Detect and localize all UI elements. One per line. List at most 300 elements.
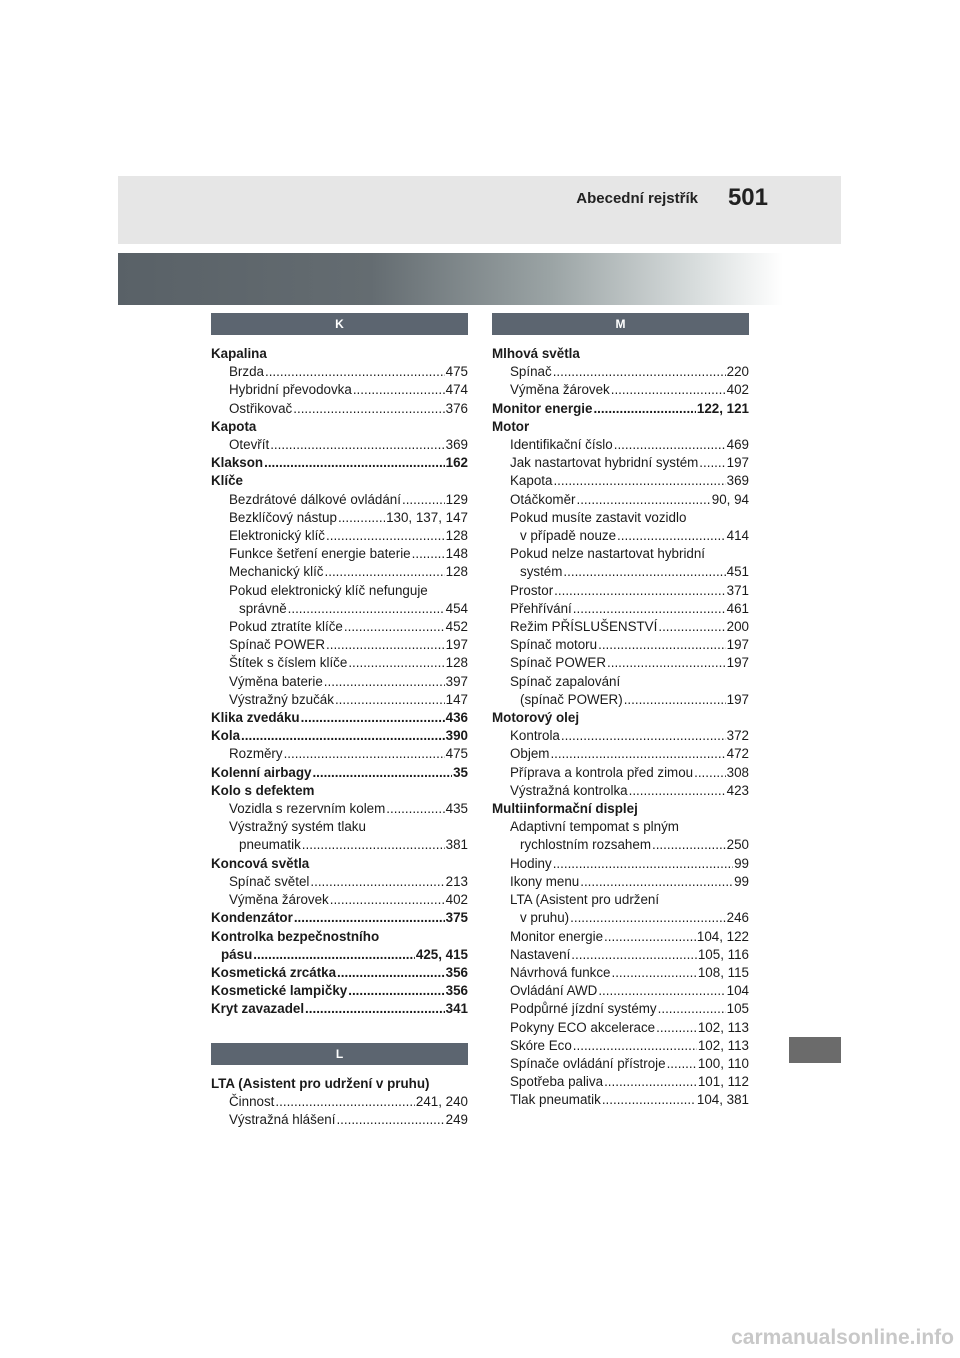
dot-leader <box>265 363 445 381</box>
index-subentry <box>211 400 468 418</box>
index-subentry <box>492 909 749 927</box>
page-reference: 369 <box>445 437 468 453</box>
entry-text: Kontrola <box>510 728 560 744</box>
entry-text: Kontrolka bezpečnostního <box>211 928 380 944</box>
index-subentry <box>211 673 468 691</box>
page-reference: 246 <box>726 910 749 926</box>
index-subentry <box>492 745 749 763</box>
index-subentry <box>492 1091 749 1109</box>
index-subentry <box>211 563 468 581</box>
index-entry <box>211 928 468 946</box>
index-entry <box>211 454 468 472</box>
page-reference: 469 <box>726 437 749 453</box>
index-subentry <box>211 509 468 527</box>
page-reference: 197 <box>726 455 749 471</box>
dot-leader <box>275 1093 414 1111</box>
dot-leader <box>571 946 697 964</box>
entry-text: Spínač POWER <box>510 655 606 671</box>
entry-text: Kosmetické lampičky <box>211 983 348 999</box>
entry-text: LTA (Asistent pro udržení v pruhu) <box>211 1075 430 1091</box>
entry-text: Identifikační číslo <box>510 437 613 453</box>
entry-text: Přehřívání <box>510 600 572 616</box>
dot-leader <box>301 709 445 727</box>
chapter-side-tab <box>789 1037 841 1063</box>
section-spacer <box>211 1019 468 1043</box>
page-reference: 241, 240 <box>415 1093 468 1109</box>
index-subentry <box>492 582 749 600</box>
entry-text: Kapota <box>211 418 257 434</box>
page-reference: 250 <box>726 837 749 853</box>
index-subentry <box>211 381 468 399</box>
dot-leader <box>553 472 725 490</box>
entry-text: Rozměry <box>229 746 283 762</box>
page-reference: 472 <box>726 746 749 762</box>
entry-text: v případě nouze <box>520 528 617 544</box>
index-subentry <box>211 891 468 909</box>
index-entry <box>211 1000 468 1018</box>
page-reference: 249 <box>445 1111 468 1127</box>
entry-text: Kosmetická zrcátka <box>211 964 337 980</box>
dot-leader <box>284 745 445 763</box>
dot-leader <box>598 982 725 1000</box>
dot-leader <box>312 764 452 782</box>
entry-text: Spotřeba paliva <box>510 1074 604 1090</box>
page-reference: 402 <box>726 382 749 398</box>
dot-leader <box>561 727 726 745</box>
index-subentry <box>492 982 749 1000</box>
entry-text: Spínač zapalování <box>510 673 621 689</box>
index-entry <box>492 709 749 727</box>
page-reference: 129 <box>445 491 468 507</box>
entry-text: Klika zvedáku <box>211 710 300 726</box>
index-column-left <box>211 313 468 1129</box>
index-entry <box>211 964 468 982</box>
dot-leader <box>611 381 726 399</box>
watermark: carmanualsonline.info <box>731 1326 954 1349</box>
page-reference: 375 <box>445 910 468 926</box>
index-subentry <box>492 836 749 854</box>
index-entry <box>211 764 468 782</box>
index-subentry <box>492 818 749 836</box>
page-reference: 128 <box>445 564 468 580</box>
page-number: 501 <box>727 184 768 211</box>
entry-text: pneumatik <box>239 837 301 853</box>
page-reference: 341 <box>445 1001 468 1017</box>
entry-text: Výměna baterie <box>229 673 323 689</box>
page-reference: 197 <box>445 637 468 653</box>
index-subentry <box>492 436 749 454</box>
page-reference: 197 <box>726 691 749 707</box>
entry-text: Bezklíčový nástup <box>229 509 337 525</box>
entry-text: Tlak pneumatik <box>510 1092 601 1108</box>
entry-text: Spínač POWER <box>229 637 325 653</box>
page-reference: 213 <box>445 873 468 889</box>
dot-leader <box>325 563 445 581</box>
dot-leader <box>554 582 725 600</box>
index-entry <box>211 418 468 436</box>
dot-leader <box>293 400 444 418</box>
index-entry <box>211 982 468 1000</box>
entry-text: (spínač POWER) <box>520 691 623 707</box>
index-subentry <box>211 800 468 818</box>
page-reference: 371 <box>726 582 749 598</box>
index-entry <box>492 400 749 418</box>
index-subentry <box>211 527 468 545</box>
page-reference: 435 <box>445 801 468 817</box>
index-subentry <box>211 691 468 709</box>
page-reference: 356 <box>445 964 468 980</box>
dot-leader <box>294 909 445 927</box>
page-reference: 220 <box>726 364 749 380</box>
dot-leader <box>553 855 733 873</box>
index-subentry <box>492 654 749 672</box>
dot-leader <box>348 654 444 672</box>
entry-text: Vozidla s rezervním kolem <box>229 801 386 817</box>
page-reference: 414 <box>726 528 749 544</box>
index-subentry <box>211 436 468 454</box>
index-column-right <box>492 313 749 1110</box>
entry-text: Pokud ztratíte klíče <box>229 619 343 635</box>
decorative-gradient-band <box>118 253 841 305</box>
dot-leader <box>573 1037 697 1055</box>
index-subentry <box>492 691 749 709</box>
index-subentry <box>492 600 749 618</box>
page-reference: 148 <box>445 546 468 562</box>
entry-text: Otáčkoměr <box>510 491 576 507</box>
index-subentry <box>492 454 749 472</box>
dot-leader <box>330 891 445 909</box>
dot-leader <box>604 928 696 946</box>
index-entry <box>211 709 468 727</box>
entry-text: Hodiny <box>510 855 552 871</box>
index-subentry <box>211 545 468 563</box>
index-subentry <box>492 928 749 946</box>
page-reference: 425, 415 <box>415 946 468 962</box>
dot-leader <box>348 982 444 1000</box>
entry-text: Výstražný bzučák <box>229 691 334 707</box>
page-reference: 35 <box>453 764 468 780</box>
entry-text: správně <box>239 600 287 616</box>
page-reference: 100, 110 <box>697 1055 749 1071</box>
dot-leader <box>573 600 726 618</box>
dot-leader <box>402 491 445 509</box>
page-reference: 436 <box>445 710 468 726</box>
entry-text: Objem <box>510 746 550 762</box>
dot-leader <box>598 636 726 654</box>
entry-text: Ostřikovač <box>229 400 293 416</box>
dot-leader <box>624 691 726 709</box>
dot-leader <box>611 964 696 982</box>
index-subentry <box>492 727 749 745</box>
dot-leader <box>553 363 726 381</box>
entry-text: rychlostním rozsahem <box>520 837 651 853</box>
page-reference: 423 <box>726 782 749 798</box>
page-reference: 452 <box>445 619 468 635</box>
entry-text: Hybridní převodovka <box>229 382 352 398</box>
dot-leader <box>310 873 444 891</box>
dot-leader <box>324 673 445 691</box>
dot-leader <box>576 491 710 509</box>
entry-text: Mlhová světla <box>492 346 580 361</box>
dot-leader <box>656 1019 697 1037</box>
entry-text: Kryt zavazadel <box>211 1001 305 1017</box>
dot-leader <box>344 618 445 636</box>
index-subentry <box>492 527 749 545</box>
entry-text: Otevřít <box>229 437 270 453</box>
entry-text: Kondenzátor <box>211 910 293 926</box>
index-subentry <box>492 1073 749 1091</box>
index-subentry <box>492 855 749 873</box>
entry-text: Pokud elektronický klíč nefunguje <box>229 582 428 598</box>
section-header: M <box>492 313 749 335</box>
entry-text: Režim PŘÍSLUŠENSTVÍ <box>510 619 658 635</box>
entry-text: Ikony menu <box>510 873 580 889</box>
entry-text: Příprava a kontrola před zimou <box>510 764 694 780</box>
dot-leader <box>658 618 725 636</box>
index-subentry <box>492 946 749 964</box>
index-subentry <box>211 636 468 654</box>
index-subentry <box>211 618 468 636</box>
dot-leader <box>288 600 445 618</box>
entry-text: Adaptivní tempomat s plným <box>510 819 679 835</box>
dot-leader <box>253 946 415 964</box>
page-reference: 397 <box>445 673 468 689</box>
dot-leader <box>326 527 445 545</box>
page-reference: 104 <box>726 983 749 999</box>
page-reference: 104, 122 <box>696 928 749 944</box>
dot-leader <box>412 545 445 563</box>
entry-text: Výstražný systém tlaku <box>229 819 366 835</box>
index-subentry <box>492 545 749 563</box>
index-entry <box>211 345 468 363</box>
index-subentry <box>211 1093 468 1111</box>
dot-leader <box>629 782 726 800</box>
dot-leader <box>617 527 726 545</box>
section-header: L <box>211 1043 468 1065</box>
entry-text: Multiinformační displej <box>492 801 638 817</box>
index-entry <box>211 909 468 927</box>
dot-leader <box>336 1111 444 1129</box>
entry-text: Ovládání AWD <box>510 983 598 999</box>
index-subentry <box>211 491 468 509</box>
dot-leader <box>694 764 726 782</box>
index-entry <box>211 472 468 490</box>
entry-text: Podpůrné jízdní systémy <box>510 1001 657 1017</box>
dot-leader <box>570 909 726 927</box>
page-reference: 474 <box>445 382 468 398</box>
index-entry <box>211 946 468 964</box>
entry-text: Spínač motoru <box>510 637 598 653</box>
page-reference: 454 <box>445 600 468 616</box>
index-subentry <box>211 363 468 381</box>
page-reference: 162 <box>445 455 468 471</box>
dot-leader <box>580 873 733 891</box>
entry-text: Návrhová funkce <box>510 964 611 980</box>
page-reference: 99 <box>734 855 749 871</box>
index-entry <box>492 345 749 363</box>
index-entry <box>492 418 749 436</box>
page-reference: 402 <box>445 892 468 908</box>
entry-text: Spínač světel <box>229 873 310 889</box>
page-reference: 475 <box>445 364 468 380</box>
index-subentry <box>492 1055 749 1073</box>
index-subentry <box>492 509 749 527</box>
dot-leader <box>699 454 725 472</box>
page-reference: 122, 121 <box>696 400 749 416</box>
entry-text: Kolo s defektem <box>211 782 315 798</box>
dot-leader <box>241 727 445 745</box>
entry-text: Koncová světla <box>211 855 310 871</box>
header-band <box>118 176 841 244</box>
entry-text: Kapalina <box>211 346 267 361</box>
index-subentry <box>492 363 749 381</box>
dot-leader <box>593 400 695 418</box>
dot-leader <box>607 654 726 672</box>
index-subentry <box>211 836 468 854</box>
page-reference: 356 <box>445 983 468 999</box>
entry-text: LTA (Asistent pro udržení <box>510 892 660 908</box>
page-reference: 376 <box>445 400 468 416</box>
entry-text: Skóre Eco <box>510 1037 572 1053</box>
page-reference: 90, 94 <box>711 491 749 507</box>
page-reference: 372 <box>726 728 749 744</box>
entry-text: Monitor energie <box>492 400 593 416</box>
entry-text: Jak nastartovat hybridní systém <box>510 455 699 471</box>
page-reference: 308 <box>726 764 749 780</box>
entry-text: systém <box>520 564 563 580</box>
entry-text: Elektronický klíč <box>229 528 325 544</box>
index-entry <box>492 800 749 818</box>
index-subentry <box>492 381 749 399</box>
dot-leader <box>305 1000 445 1018</box>
entry-text: Klíče <box>211 473 244 489</box>
page-reference: 130, 137, 147 <box>386 509 468 525</box>
page-reference: 461 <box>726 600 749 616</box>
index-subentry <box>492 1019 749 1037</box>
index-subentry <box>492 873 749 891</box>
entry-text: Kola <box>211 728 241 744</box>
index-subentry <box>211 654 468 672</box>
dot-leader <box>270 436 444 454</box>
entry-text: Klakson <box>211 455 264 471</box>
page-reference: 105 <box>726 1001 749 1017</box>
index-subentry <box>492 618 749 636</box>
index-subentry <box>211 600 468 618</box>
page-reference: 381 <box>445 837 468 853</box>
entry-text: Monitor energie <box>510 928 604 944</box>
index-subentry <box>492 673 749 691</box>
page-reference: 451 <box>726 564 749 580</box>
entry-text: Činnost <box>229 1093 275 1109</box>
dot-leader <box>353 381 445 399</box>
dot-leader <box>326 636 445 654</box>
dot-leader <box>604 1073 697 1091</box>
dot-leader <box>302 836 445 854</box>
page-reference: 475 <box>445 746 468 762</box>
page-reference: 390 <box>445 728 468 744</box>
entry-text: Výměna žárovek <box>510 382 610 398</box>
index-subentry <box>211 745 468 763</box>
index-subentry <box>492 1037 749 1055</box>
page-reference: 369 <box>726 473 749 489</box>
index-subentry <box>492 964 749 982</box>
dot-leader <box>550 745 725 763</box>
index-entry <box>211 782 468 800</box>
dot-leader <box>658 1000 726 1018</box>
index-entry <box>211 855 468 873</box>
entry-text: Výstražná kontrolka <box>510 782 628 798</box>
entry-text: Spínač <box>510 364 552 380</box>
page-reference: 128 <box>445 655 468 671</box>
entry-text: Kapota <box>510 473 553 489</box>
dot-leader <box>337 964 445 982</box>
entry-text: Pokud nelze nastartovat hybridní <box>510 546 706 562</box>
dot-leader <box>264 454 445 472</box>
entry-text: Funkce šetření energie baterie <box>229 546 411 562</box>
entry-text: Motor <box>492 418 530 434</box>
index-subentry <box>492 1000 749 1018</box>
index-entry <box>211 727 468 745</box>
entry-text: Pokud musíte zastavit vozidlo <box>510 509 687 525</box>
index-subentry <box>211 1111 468 1129</box>
index-subentry <box>492 636 749 654</box>
entry-text: pásu <box>221 946 253 962</box>
dot-leader <box>563 563 725 581</box>
dot-leader <box>652 836 726 854</box>
page-reference: 101, 112 <box>697 1074 749 1090</box>
dot-leader <box>335 691 445 709</box>
index-entry <box>211 1075 468 1093</box>
index-subentry <box>492 472 749 490</box>
section-header: K <box>211 313 468 335</box>
index-subentry <box>211 818 468 836</box>
index-subentry <box>211 873 468 891</box>
entry-text: Kolenní airbagy <box>211 764 312 780</box>
page-reference: 128 <box>445 528 468 544</box>
page-reference: 104, 381 <box>696 1092 749 1108</box>
dot-leader <box>667 1055 697 1073</box>
index-subentry <box>492 782 749 800</box>
dot-leader <box>386 800 444 818</box>
running-header-title: Abecední rejstřík <box>576 190 698 207</box>
entry-text: Nastavení <box>510 946 571 962</box>
page-reference: 200 <box>726 619 749 635</box>
page-reference: 108, 115 <box>697 964 749 980</box>
page-reference: 99 <box>734 873 749 889</box>
index-subentry <box>492 491 749 509</box>
page-reference: 197 <box>726 655 749 671</box>
dot-leader <box>602 1091 696 1109</box>
entry-text: Motorový olej <box>492 710 580 726</box>
entry-text: Pokyny ECO akcelerace <box>510 1019 656 1035</box>
entry-text: Bezdrátové dálkové ovládání <box>229 491 401 507</box>
entry-text: Spínače ovládání přístroje <box>510 1055 666 1071</box>
index-subentry <box>492 891 749 909</box>
page-reference: 102, 113 <box>697 1019 749 1035</box>
entry-text: Výměna žárovek <box>229 892 329 908</box>
page-reference: 105, 116 <box>697 946 749 962</box>
entry-text: Prostor <box>510 582 554 598</box>
entry-text: Výstražná hlášení <box>229 1111 336 1127</box>
page-reference: 197 <box>726 637 749 653</box>
page-reference: 102, 113 <box>697 1037 749 1053</box>
index-subentry <box>492 563 749 581</box>
index-subentry <box>492 764 749 782</box>
entry-text: Štítek s číslem klíče <box>229 655 348 671</box>
dot-leader <box>614 436 726 454</box>
page-reference: 147 <box>445 691 468 707</box>
entry-text: v pruhu) <box>520 910 570 926</box>
